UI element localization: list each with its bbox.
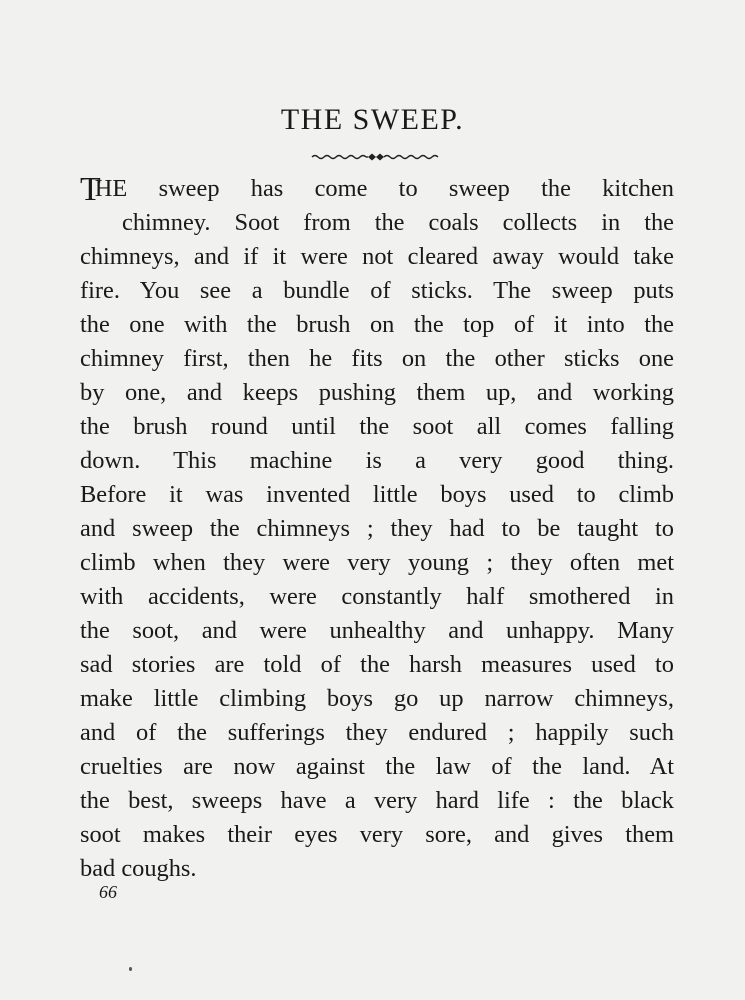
text-line: bad coughs.	[80, 855, 197, 882]
text-line: make little climbing boys go up narrow chimneys,	[80, 685, 674, 712]
text-line: climb when they were very young ; they often met	[80, 549, 674, 576]
decorative-divider	[310, 150, 440, 164]
text-line: Before it was invented little boys used to climb	[80, 481, 674, 508]
page-number: 66	[99, 882, 117, 902]
text-line: cruelties are now against the law of the land. At	[80, 753, 674, 780]
text-line: sad stories are told of the harsh measures used to	[80, 651, 674, 678]
text-line: the brush round until the soot all comes falling	[80, 413, 674, 440]
body-paragraph	[80, 172, 674, 886]
text-line: chimney. Soot from the coals collects in the	[122, 209, 674, 236]
text-line: with accidents, were constantly half smothered in	[80, 583, 674, 610]
text-line: and of the sufferings they endured ; happily such	[80, 719, 674, 746]
text-line: by one, and keeps pushing them up, and working	[80, 379, 674, 406]
page-title: THE SWEEP.	[280, 103, 465, 136]
print-speck	[129, 967, 132, 971]
text-line: the soot, and were unhealthy and unhappy. Many	[80, 617, 674, 644]
drop-cap: T	[80, 171, 101, 208]
text-line: the best, sweeps have a very hard life : the black	[80, 787, 674, 814]
text-line: chimneys, and if it were not cleared away would take	[80, 243, 674, 270]
text-line: and sweep the chimneys ; they had to be taught to	[80, 515, 674, 542]
text-line: fire. You see a bundle of sticks. The sweep puts	[80, 277, 674, 304]
text-line: soot makes their eyes very sore, and gives them	[80, 821, 674, 848]
text-line: chimney first, then he fits on the other sticks one	[80, 345, 674, 372]
text-line: the one with the brush on the top of it into the	[80, 311, 674, 338]
text-line: down. This machine is a very good thing.	[80, 447, 674, 474]
text-line: THE sweep has come to sweep the kitchen	[80, 171, 674, 208]
